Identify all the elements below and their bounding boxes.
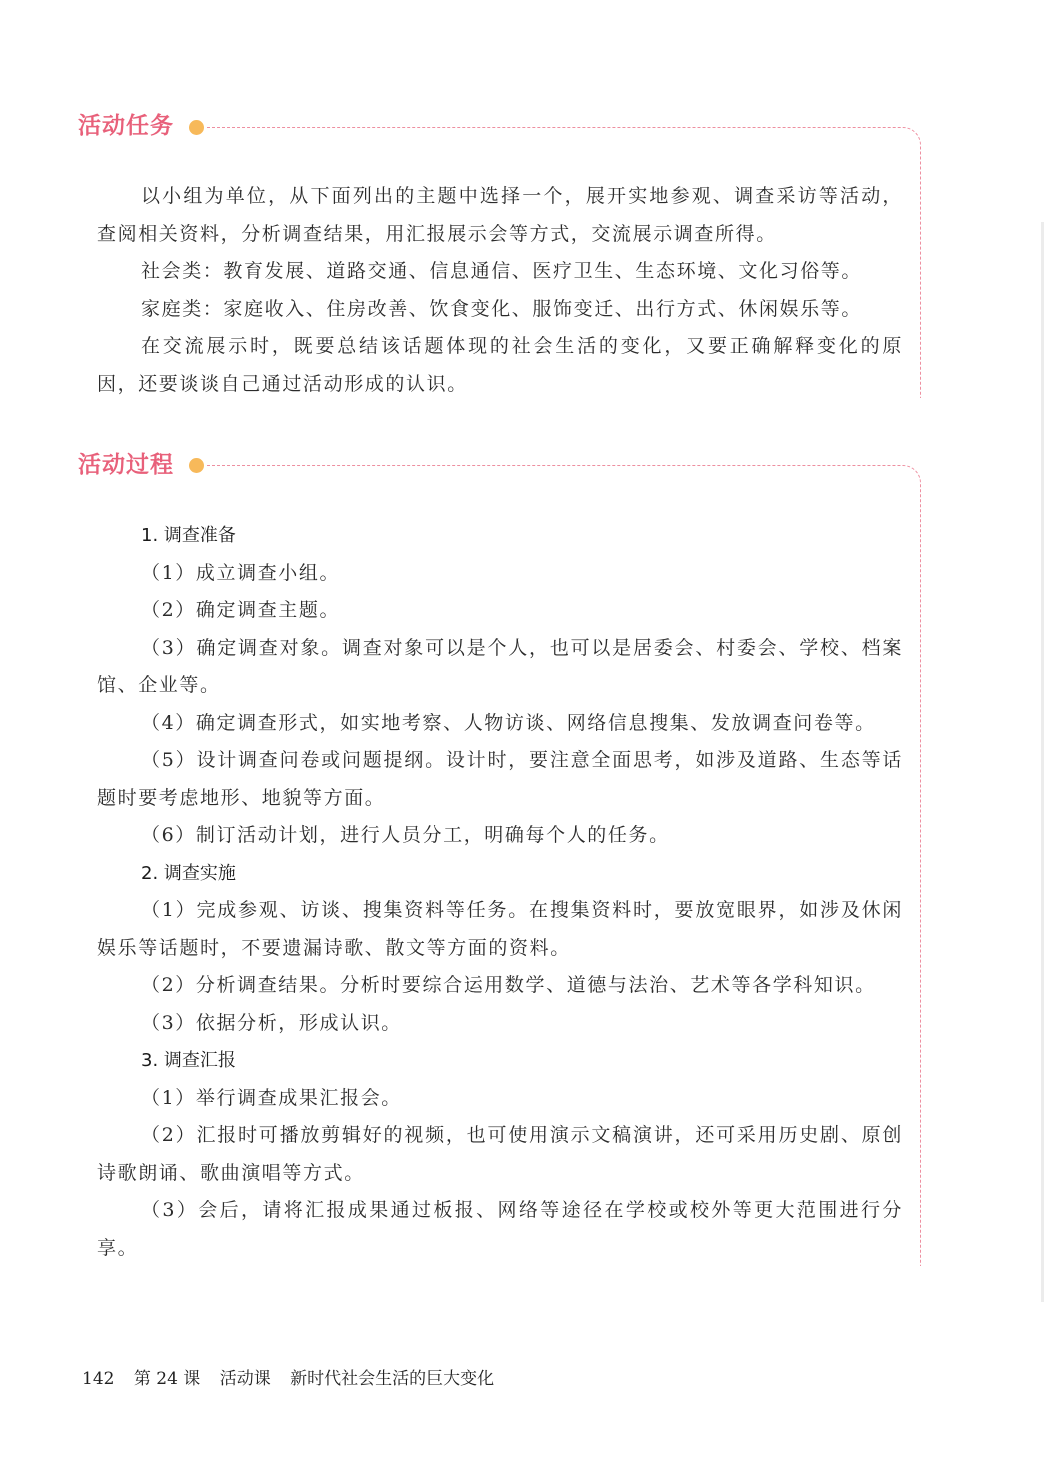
page-footer <box>82 1367 508 1391</box>
task-section-title: 活动任务 <box>78 113 174 139</box>
task-section-body <box>97 178 903 403</box>
step-item: （1）完成参观、访谈、搜集资料等任务。在搜集资料时，要放宽眼界，如涉及休闲娱乐等话题时，不要遗漏诗歌、散文等方面的资料。 <box>97 899 903 959</box>
step-item: （1）举行调查成果汇报会。 <box>141 1086 402 1109</box>
step-item: （6）制订活动计划，进行人员分工，明确每个人的任务。 <box>141 824 670 846</box>
task-paragraph: 以小组为单位，从下面列出的主题中选择一个，展开实地参观、调查采访等活动，查阅相关资料，分析调查结果，用汇报展示会等方式，交流展示调查所得。 <box>97 185 903 245</box>
task-section-dot-icon <box>189 120 204 135</box>
task-paragraph: 家庭类：家庭收入、住房改善、饮食变化、服饰变迁、出行方式、休闲娱乐等。 <box>141 297 863 320</box>
lesson-title: 新时代社会生活的巨大变化 <box>290 1369 495 1389</box>
step-item: （2）分析调查结果。分析时要综合运用数学、道德与法治、艺术等各学科知识。 <box>141 974 876 996</box>
process-section-body <box>97 517 903 1267</box>
step-item: （4）确定调查形式，如实地考察、人物访谈、网络信息搜集、发放调查问卷等。 <box>141 711 876 734</box>
step-item: （3）依据分析，形成认识。 <box>141 1011 402 1034</box>
step-heading: 2. 调查实施 <box>141 862 236 884</box>
process-section-dot-icon <box>189 458 204 473</box>
step-item: （1）成立调查小组。 <box>141 561 341 584</box>
page-number: 142 <box>82 1369 115 1389</box>
lesson-type: 活动课 <box>219 1369 271 1389</box>
lesson-number: 第 24 课 <box>133 1369 201 1389</box>
task-paragraph: 在交流展示时，既要总结该话题体现的社会生活的变化，又要正确解释变化的原因，还要谈谈自己通过活动形成的认识。 <box>97 335 903 395</box>
step-heading: 3. 调查汇报 <box>141 1050 236 1071</box>
step-heading: 1. 调查准备 <box>141 525 236 546</box>
step-item: （3）会后，请将汇报成果通过板报、网络等途径在学校或校外等更大范围进行分享。 <box>97 1199 903 1259</box>
process-section-title: 活动过程 <box>78 452 174 478</box>
step-item: （2）确定调查主题。 <box>141 599 341 621</box>
step-item: （5）设计调查问卷或问题提纲。设计时，要注意全面思考，如涉及道路、生态等话题时要考虑地形、地貌等方面。 <box>97 749 903 809</box>
step-item: （2）汇报时可播放剪辑好的视频，也可使用演示文稿演讲，还可采用历史剧、原创诗歌朗诵、歌曲演唱等方式。 <box>97 1124 903 1184</box>
task-paragraph: 社会类：教育发展、道路交通、信息通信、医疗卫生、生态环境、文化习俗等。 <box>141 260 863 282</box>
step-item: （3）确定调查对象。调查对象可以是个人，也可以是居委会、村委会、学校、档案馆、企业等。 <box>97 636 903 696</box>
